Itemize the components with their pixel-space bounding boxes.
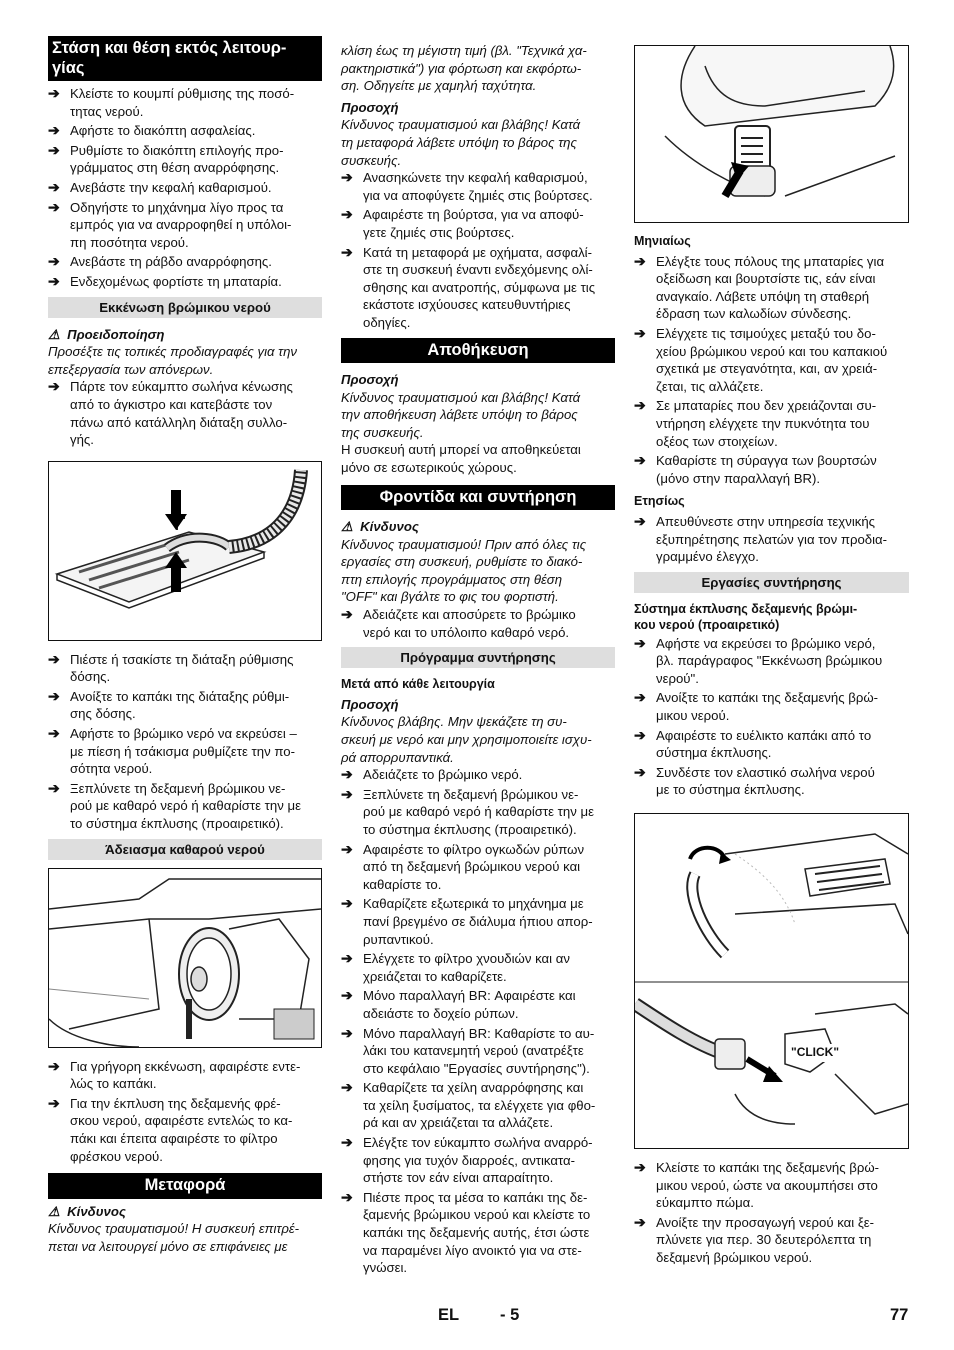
list-item: ➔ Για την έκπλυση της δεξαμενής φρέ- σκου νερού, αφαιρέστε εντελώς το κα- πάκι και έπειτα αφαιρέστε το φίλτρο φρέσκου νερού. [48,1094,293,1164]
footer-language: EL [438,1306,460,1324]
right-arrow-icon: ➔ [48,141,60,158]
right-arrow-icon: ➔ [48,779,60,796]
monthly-heading: Μηνιαίως [634,234,691,248]
column-1 [48,36,322,1255]
list-item: ➔ Ελέγξτε τους πόλους της μπαταρίες για οξείδωση και βουρτσίστε τις, εάν είναι αναγκαίο. Λάβετε υπόψη τη σταθερή έδραση των καλωδίων σύνδεσης. [634,252,885,322]
right-arrow-icon: ➔ [634,1213,646,1230]
warning-triangle-icon: ⚠ [48,326,60,342]
click-label: "CLICK" [791,1044,839,1062]
stop-steps [48,85,322,291]
list-item: ➔ Αφήστε να εκρεύσει το βρώμικο νερό, βλ. παράγραφος "Εκκένωση βρώμικου νερού". [634,634,883,686]
warning-triangle-icon: ⚠ [341,519,353,535]
list-item: ➔ Ανεβάστε την κεφαλή καθαρισμού. [48,178,272,195]
right-arrow-icon: ➔ [634,397,646,414]
caution-label: Προσοχή [341,372,399,387]
list-item: ➔ Καθαρίζετε τα χείλη αναρρόφησης και τα χείλη ξυσίματος, τα ελέγχετε για φθο- ρά και αν χρειάζεται τα αλλάζετε. [341,1079,596,1131]
flush-steps [634,635,909,799]
heading-maintenance-work: Εργασίες συντήρησης [634,572,909,593]
list-item: ➔ Ανοίξτε το καπάκι της διάταξης ρύθμι- σης δόσης. [48,687,290,722]
list-item: ➔ Καθαρίστε τη σύραγγα των βουρτσών (μόνο στην παραλλαγή BR). [634,452,877,486]
right-arrow-icon: ➔ [341,987,353,1004]
right-arrow-icon: ➔ [341,895,353,912]
clean-water-cap-figure [48,868,322,1048]
list-item: ➔ Απευθύνεστε στην υπηρεσία τεχνικής εξυπηρέτησης πελατών για τον προδια- γραμμένο έλεγχο. [634,512,888,565]
final-steps [634,1159,909,1267]
list-item: ➔ Πάρτε τον εύκαμπτο σωλήνα κένωσης από το άγκιστρο και κατεβάστε τον πάνω από κατάλληλη διάταξη συλλο- γής. [48,378,293,448]
right-arrow-icon: ➔ [341,785,353,802]
list-item: ➔ Σε μπαταρίες που δεν χρειάζονται συ- ντήρηση ελέγχετε την πυκνότητα του οξέος των στοιχείων. [634,397,877,449]
footer-page-number: 77 [890,1306,909,1324]
list-item: ➔ Ξεπλύνετε τη δεξαμενή βρώμικου νε- ρού με καθαρό νερό ή καθαρίστε την με το σύστημα έκπλυσης (προαιρετικό). [341,785,594,837]
right-arrow-icon: ➔ [48,122,60,139]
right-arrow-icon: ➔ [48,650,60,667]
right-arrow-icon: ➔ [634,634,646,651]
list-item: ➔ Αφήστε το βρώμικο νερό να εκρεύσει – με πίεση ή τσάκισμα ρυθμίζετε την πο- σότητα νερού. [48,725,297,777]
list-item: ➔ Ανεβάστε τη ράβδο αναρρόφησης. [48,253,272,270]
right-arrow-icon: ➔ [48,687,60,704]
danger-text: Κίνδυνος τραυματισμού! Πριν από όλες τις εργασίες στη συσκευή, ρυθμίστε το διακό- πτη επιλογής προγράμματος στη θέση "OFF" και βγάλτε το φις του φορτιστή. [341,536,587,605]
danger-label: ⚠ Κίνδυνος [341,519,419,535]
heading-drain-clean: Άδειασμα καθαρού νερού [48,839,322,860]
right-arrow-icon: ➔ [341,206,353,223]
heading-program: Πρόγραμμα συντήρησης [341,647,615,668]
list-item: ➔ Κατά τη μεταφορά με οχήματα, ασφαλί- στε τη συσκευή έναντι ενδεχόμενης ολί- σθησης και ανατροπής, σύμφωνα με τις εκάστοτε ισχύουσες κατευθυντήριες οδηγίες. [341,243,596,330]
list-item: ➔ Ξεπλύνετε τη δεξαμενή βρώμικου νε- ρού με καθαρό νερό ή καθαρίστε την με το σύστημα έκπλυσης (προαιρετικό). [48,779,301,832]
heading-drain-dirty: Εκκένωση βρώμικου νερού [48,297,322,318]
right-arrow-icon: ➔ [48,272,60,289]
list-item: ➔ Αφαιρέστε το ευέλικτο καπάκι από το σύστημα έκπλυσης. [634,726,872,761]
right-arrow-icon: ➔ [634,726,646,743]
heading-stop: Στάση και θέση εκτός λειτουρ- γίας [48,36,322,81]
right-arrow-icon: ➔ [48,1057,60,1074]
right-arrow-icon: ➔ [48,85,60,101]
list-item: ➔ Κλείστε το καπάκι της δεξαμενής βρώ- μικου νερού, ώστε να ακουμπήσει στο εύκαμπτο πώμα. [634,1159,880,1211]
list-item: ➔ Ελέγξτε τον εύκαμπτο σωλήνα αναρρό- φησης για τυχόν διαρροές, αντικατα- στήστε τον εάν είναι απαραίτητο. [341,1134,593,1186]
caution-label: Προσοχή [341,99,399,115]
right-arrow-icon: ➔ [341,950,353,967]
right-arrow-icon: ➔ [341,243,353,260]
list-item: ➔ Ρυθμίστε το διακόπτη επιλογής προ- γράμματος στη θέση αναρρόφησης. [48,141,284,176]
monthly-steps [634,253,909,488]
drain-hose-figure [48,461,322,641]
heading-care: Φροντίδα και συντήρηση [341,485,615,511]
column-2 [341,42,615,1279]
right-arrow-icon: ➔ [341,766,353,783]
list-item: ➔ Ανασηκώνετε την κεφαλή καθαρισμού, για να αποφύγετε ζημιές στις βούρτσες. [341,169,593,203]
right-arrow-icon: ➔ [341,169,353,186]
list-item: ➔ Αφαιρέστε τη βούρτσα, για να αποφύ- γετε ζημιές στις βούρτσες. [341,206,584,240]
caution-text: Κίνδυνος βλάβης. Μην ψεκάζετε τη συ- σκευή με νερό και μην χρησιμοποιείτε ισχυ- ρά απορρυπαντικά. [341,714,592,765]
list-item: ➔ Για γρήγορη εκκένωση, αφαιρέστε εντε- λώς το καπάκι. [48,1057,301,1092]
right-arrow-icon: ➔ [48,378,60,395]
right-arrow-icon: ➔ [48,725,60,742]
warning-text: Προσέξτε τις τοπικές προδιαγραφές για την επεξεργασία των απόνερων. [48,344,298,377]
list-item: ➔ Αδειάζετε το βρώμικο νερό. [341,766,523,783]
danger-label: ⚠ Κίνδυνος [48,1203,126,1219]
list-item: ➔ Ενδεχομένως φορτίστε τη μπαταρία. [48,272,282,289]
warning-label: ⚠ Προειδοποίηση [48,326,165,342]
list-item: ➔ Αφαιρέστε το φίλτρο ογκωδών ρύπων από τη δεξαμενή βρώμικου νερού και καθαρίστε το. [341,840,585,892]
transport-steps [341,169,615,331]
transport-danger-text: Κίνδυνος τραυματισμού! Η συσκευή επιτρέ- πεται να λειτουργεί μόνο σε επιφάνειες με [48,1221,300,1254]
warning-triangle-icon: ⚠ [48,1203,60,1219]
list-item: ➔ Μόνο παραλλαγή BR: Αφαιρέστε και αδειάστε το δοχείο ρύπων. [341,987,576,1021]
right-arrow-icon: ➔ [634,452,646,469]
after-each-heading: Μετά από κάθε λειτουργία [341,677,495,692]
right-arrow-icon: ➔ [48,253,60,270]
footer-page-sep: - 5 [500,1306,520,1324]
list-item: ➔ Αφήστε το διακόπτη ασφαλείας. [48,122,256,139]
caution-text: Κίνδυνος τραυματισμού και βλάβης! Κατά την αποθήκευση λάβετε υπόψη το βάρος της συσκευής. [341,389,581,440]
drain-steps [48,651,322,833]
list-item: ➔ Οδηγήστε το μηχάνημα λίγο προς τα εμπρός για να αναρροφηθεί η υπόλοι- πη ποσότητα νερού. [48,198,292,250]
list-item: ➔ Ελέγχετε τις τσιμούχες μεταξύ του δο- χείου βρώμικου νερού και του καπακιού σχετικά με στεγανότητα, και, αν χρειά- ζεται, τις αλλάζετε. [634,324,888,394]
right-arrow-icon: ➔ [341,1134,353,1151]
right-arrow-icon: ➔ [48,198,60,215]
storage-text: Η συσκευή αυτή μπορεί να αποθηκεύεται μόνο σε εσωτερικούς χώρους. [341,442,581,475]
yearly-heading: Ετησίως [634,494,685,509]
list-item: ➔ Συνδέστε τον ελαστικό σωλήνα νερού με το σύστημα έκπλυσης. [634,763,875,798]
right-arrow-icon: ➔ [48,1094,60,1111]
right-arrow-icon: ➔ [341,1079,353,1096]
lid-latch-illustration [635,46,908,222]
flush-system-figure [634,813,909,1149]
list-item: ➔ Καθαρίζετε εξωτερικά το μηχάνημα με πανί βρεγμένο σε διάλυμα ήπιου απορ- ρυπαντικού. [341,895,593,947]
clean-steps [48,1058,322,1166]
right-arrow-icon: ➔ [634,252,646,269]
right-arrow-icon: ➔ [341,1188,353,1205]
right-arrow-icon: ➔ [634,512,646,529]
heading-transport: Μεταφορά [48,1173,322,1199]
lid-latch-figure [634,45,909,223]
list-item: ➔ Πιέστε ή τσακίστε τη διάταξη ρύθμισης δόσης. [48,650,294,685]
flush-connection-illustration [635,814,908,1148]
list-item: ➔ Πιέστε προς τα μέσα το καπάκι της δε- ξαμενής βρώμικου νερού και κλείστε το καπάκι της δεξαμενής αυτής, έτσι ώστε να παραμένει λίγο ανοικτό για να στε- γνώσει. [341,1188,591,1276]
right-arrow-icon: ➔ [341,840,353,857]
right-arrow-icon: ➔ [634,1159,646,1176]
right-arrow-icon: ➔ [634,763,646,780]
flush-system-title: Σύστημα έκπλυσης δεξαμενής βρώμι- κου νερού (προαιρετικό) [634,601,858,632]
right-arrow-icon: ➔ [634,689,646,706]
list-item: ➔ Μόνο παραλλαγή BR: Καθαρίστε το αυ- λάκι του κατανεμητή νερού (ανατρέξτε στο κεφάλαιο "Εργασίες συντήρησης"). [341,1024,595,1076]
list-item: ➔ Ανοίξτε το καπάκι της δεξαμενής βρώ- μικου νερού. [634,689,879,724]
right-arrow-icon: ➔ [341,606,353,623]
daily-steps [341,766,615,1277]
list-item: ➔ Ανοίξτε την προσαγωγή νερού και ξε- πλύνετε για περ. 30 δευτερόλεπτα τη δεξαμενή βρώμικου νερού. [634,1213,875,1265]
caution-text: Κίνδυνος τραυματισμού και βλάβης! Κατά τη μεταφορά λάβετε υπόψη το βάρος της συσκευής. [341,117,581,168]
transport-danger-text-cont: κλίση έως τη μέγιστη τιμή (βλ. "Τεχνικά χα- ρακτηριστικά") για φόρτωση και εκφόρτω- ση. Οδηγείτε με χαμηλή ταχύτητα. [341,43,587,94]
right-arrow-icon: ➔ [48,178,60,195]
caution-label: Προσοχή [341,696,399,712]
right-arrow-icon: ➔ [634,324,646,341]
drain-hose-illustration [49,462,321,640]
fresh-water-cap-illustration [49,869,321,1047]
list-item: ➔ Αδειάζετε και αποσύρετε το βρώμικο νερό και το υπόλοιπο καθαρό νερό. [341,606,576,640]
list-item: ➔ Ελέγχετε το φίλτρο χνουδιών και αν χρειάζεται το καθαρίζετε. [341,950,570,984]
list-item: ➔ Κλείστε το κουμπί ρύθμισης της ποσό- τητας νερού. [48,85,295,119]
column-3 [634,45,909,1269]
heading-storage: Αποθήκευση [341,338,615,364]
right-arrow-icon: ➔ [341,1024,353,1041]
